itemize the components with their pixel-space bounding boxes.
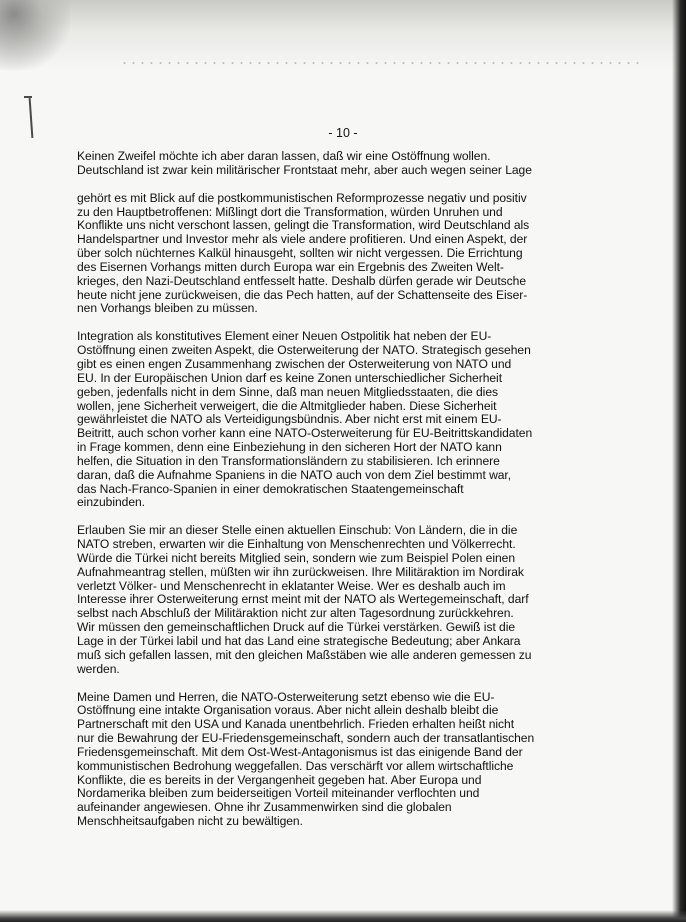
scan-border-bottom xyxy=(0,910,686,922)
text-line: Konflikte uns nicht verschont lassen, gelingt die Transformation, wird Deutschland als xyxy=(77,218,530,233)
text-line: helfen, die Situation in den Transformationsländern zu stabilisieren. Ich erinnere xyxy=(77,453,500,468)
text-line: in Frage kommen, denn eine Einbeziehung in den sicheren Hort der NATO kann xyxy=(77,440,502,455)
paragraph-5 xyxy=(77,691,633,829)
text-line: Partnerschaft mit den USA und Kanada unentbehrlich. Frieden erhalten heißt nicht xyxy=(77,717,515,732)
scan-smudge-corner xyxy=(0,0,70,70)
text-line: nen Vorhangs bleiben zu müssen. xyxy=(77,301,258,316)
paragraph-2 xyxy=(77,192,633,317)
text-line: geben, jedenfalls nicht in dem Sinne, daß man neuen Mitgliedsstaaten, die dies xyxy=(77,384,498,399)
text-line: Handelspartner und Investor mehr als viele andere profitieren. Und einen Aspekt, der xyxy=(77,232,528,247)
text-line: Konflikte, die es bereits in der Vergangenheit gegeben hat. Aber Europa und xyxy=(77,772,482,787)
text-line: Keinen Zweifel möchte ich aber daran lassen, daß wir eine Ostöffnung wollen. xyxy=(77,149,491,163)
text-line: nur die Bewahrung der EU-Friedensgemeinschaft, sondern auch der transatlantischen xyxy=(77,731,535,746)
text-line: krieges, den Nazi-Deutschland entfesselt hatte. Deshalb dürfen gerade wir Deutsche xyxy=(77,273,526,288)
text-line: Deutschland ist zwar kein militärischer Frontstaat mehr, aber auch wegen seiner Lage xyxy=(77,162,532,177)
text-line: Erlauben Sie mir an dieser Stelle einen aktuellen Einschub: Von Ländern, die in die xyxy=(77,523,518,538)
paragraph-3 xyxy=(77,330,633,510)
text-line: Ostöffnung einen zweiten Aspekt, die Osterweiterung der NATO. Strategisch gesehen xyxy=(77,343,531,358)
text-line: einzubinden. xyxy=(77,495,145,510)
text-line: über solch nüchternes Kalkül hinausgeht, sollten wir nicht vergessen. Die Errichtung xyxy=(77,246,523,261)
text-line: wollen, jene Sicherheit verweigert, die die Altmitglieder haben. Diese Sicherheit xyxy=(77,398,497,413)
text-line: Beitritt, auch schon vorher kann eine NATO-Osterweiterung für EU-Beitrittskandidaten xyxy=(77,426,533,441)
text-line: zu den Hauptbetroffenen: Mißlingt dort die Transformation, würden Unruhen und xyxy=(77,204,503,219)
text-line: Friedensgemeinschaft. Mit dem Ost-West-Antagonismus ist das einigende Band der xyxy=(77,744,523,759)
text-line: daran, daß die Aufnahme Spaniens in die NATO auch von dem Ziel bestimmt war, xyxy=(77,467,512,482)
text-line: gewährleistet die NATO als Verteidigungsbündnis. Aber nicht erst mit einem EU- xyxy=(77,412,502,427)
text-line: das Nach-Franco-Spanien in einer demokratischen Staatengemeinschaft xyxy=(77,481,464,496)
scan-noise-dots xyxy=(120,60,640,66)
text-line: kommunistischen Bedrohung weggefallen. Das verschärft vor allem wirtschaftliche xyxy=(77,758,514,773)
text-line: Integration als konstitutives Element einer Neuen Ostpolitik hat neben der EU- xyxy=(77,329,492,344)
text-line: verletzt Völker- und Menschenrecht in eklatanter Weise. Wer es deshalb auch im xyxy=(77,578,506,593)
text-line: Aufnahmeantrag stellen, müßten wir ihn zurückweisen. Ihre Militäraktion im Nordirak xyxy=(77,564,524,579)
text-line: muß sich gefallen lassen, mit den gleichen Maßstäben wie alle anderen gemessen zu xyxy=(77,647,532,662)
paragraph-4 xyxy=(77,524,633,676)
text-line: Ostöffnung eine intakte Organisation voraus. Aber nicht allein deshalb bleibt die xyxy=(77,703,499,718)
text-line: des Eisernen Vorhangs mitten durch Europa war ein Ergebnis des Zweiten Welt- xyxy=(77,259,504,274)
text-line: Menschheitsaufgaben nicht zu bewältigen. xyxy=(77,814,303,829)
paragraph-1 xyxy=(77,150,633,178)
text-line: Interesse ihrer Osterweiterung ernst meint mit der NATO als Wertegemeinschaft, darf xyxy=(77,592,529,607)
document-body xyxy=(77,150,633,829)
text-line: Lage in der Türkei labil und hat das Land eine strategische Bedeutung; aber Ankara xyxy=(77,634,521,648)
text-line: NATO streben, erwarten wir die Einhaltung von Menschenrechten und Völkerrecht. xyxy=(77,537,516,552)
text-line: gibt es einen engen Zusammenhang zwischen der Osterweiterung von NATO und xyxy=(77,356,512,371)
text-line: selbst nach Abschluß der Militäraktion nicht zur alten Tagesordnung zurückkehren. xyxy=(77,606,514,621)
text-line: aufeinander angewiesen. Ohne ihr Zusammenwirken sind die globalen xyxy=(77,800,452,815)
text-line: Nordamerika bleiben zum beiderseitigen Vorteil miteinander verflochten und xyxy=(77,786,480,801)
text-line: werden. xyxy=(77,661,120,676)
page-number: - 10 - xyxy=(328,126,358,140)
text-line: Wir müssen den gemeinschaftlichen Druck auf die Türkei verstärken. Gewiß ist die xyxy=(77,620,516,635)
text-line: gehört es mit Blick auf die postkommunistischen Reformprozesse negativ und positiv xyxy=(77,190,527,205)
text-line: EU. In der Europäischen Union darf es keine Zonen unterschiedlicher Sicherheit xyxy=(77,370,502,385)
text-line: heute nicht jene zurückweisen, die das Pech hatten, auf der Schattenseite des Eiser- xyxy=(77,287,528,302)
text-line: Würde die Türkei nicht bereits Mitglied sein, sondern wie zum Beispiel Polen einen xyxy=(77,550,515,565)
text-line: Meine Damen und Herren, die NATO-Osterweiterung setzt ebenso wie die EU- xyxy=(77,689,495,704)
